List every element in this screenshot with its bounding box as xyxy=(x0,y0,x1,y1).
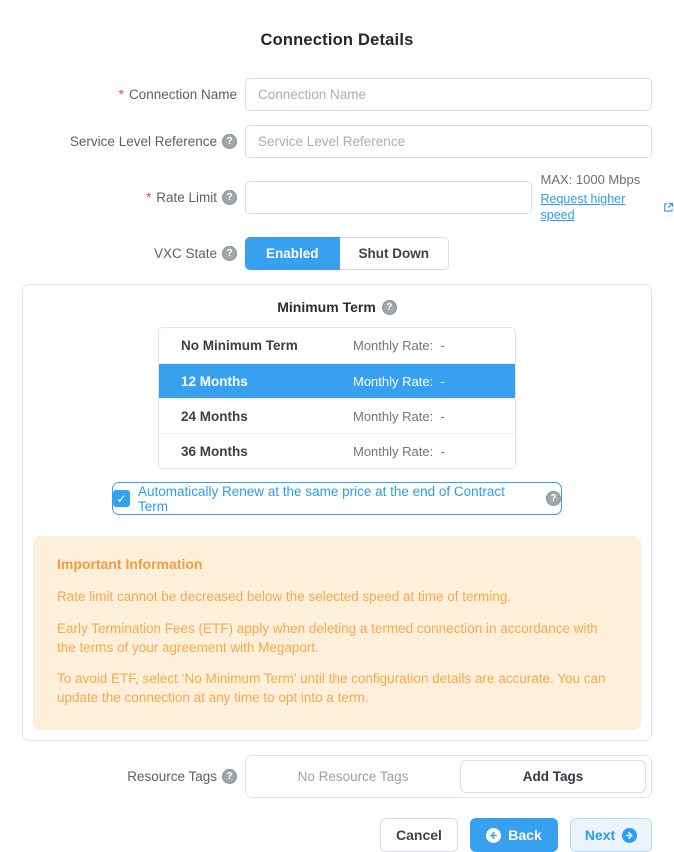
rate-limit-input[interactable] xyxy=(245,181,532,214)
service-level-reference-row xyxy=(0,125,674,158)
vxc-state-row xyxy=(0,237,674,270)
rate-limit-row xyxy=(0,172,674,223)
rate-limit-max-text: MAX: 1000 Mbps xyxy=(541,172,674,189)
term-monthly-rate: Monthly Rate: - xyxy=(353,409,493,424)
request-higher-speed-link[interactable] xyxy=(541,191,674,224)
required-asterisk: * xyxy=(146,190,151,205)
term-monthly-rate: Monthly Rate: - xyxy=(353,338,493,353)
term-name: No Minimum Term xyxy=(181,338,353,353)
important-information-paragraph: Rate limit cannot be decreased below the selected speed at time of terming. xyxy=(57,587,617,606)
cancel-button[interactable]: Cancel xyxy=(380,818,458,852)
term-name: 12 Months xyxy=(181,374,353,389)
page-title: Connection Details xyxy=(0,0,674,50)
vxc-state-toggle xyxy=(245,237,449,270)
resource-tags-label: Resource Tags xyxy=(127,769,217,784)
rate-limit-label-group xyxy=(0,190,245,205)
vxc-state-enabled-button[interactable]: Enabled xyxy=(245,237,340,270)
connection-name-row xyxy=(0,78,674,111)
vxc-state-shutdown-button[interactable]: Shut Down xyxy=(340,237,450,270)
important-information-title: Important Information xyxy=(57,556,617,572)
resource-tags-row xyxy=(0,755,674,798)
rate-limit-label: Rate Limit xyxy=(156,190,217,205)
service-level-reference-input[interactable] xyxy=(245,125,652,158)
minimum-term-title: Minimum Term xyxy=(277,299,376,315)
auto-renew-label: Automatically Renew at the same price at the end of Contract Term xyxy=(138,484,538,514)
minimum-term-table xyxy=(158,327,516,469)
term-row-no-minimum[interactable] xyxy=(159,328,515,363)
minimum-term-panel xyxy=(22,284,652,741)
help-icon[interactable]: ? xyxy=(222,769,237,784)
resource-tags-label-group xyxy=(0,769,245,784)
resource-tags-box xyxy=(245,755,652,798)
help-icon[interactable]: ? xyxy=(222,190,237,205)
help-icon[interactable]: ? xyxy=(222,134,237,149)
important-information-box xyxy=(33,536,641,730)
add-tags-button[interactable]: Add Tags xyxy=(460,760,646,793)
arrow-left-circle-icon xyxy=(486,828,501,843)
term-name: 24 Months xyxy=(181,409,353,424)
back-button[interactable] xyxy=(470,818,558,852)
connection-name-label: Connection Name xyxy=(129,87,237,102)
term-row-24-months[interactable] xyxy=(159,398,515,433)
footer-actions xyxy=(22,818,652,852)
rate-limit-side-info xyxy=(541,172,674,223)
auto-renew-option xyxy=(112,482,562,515)
term-monthly-rate: Monthly Rate: - xyxy=(353,444,493,459)
external-link-icon xyxy=(663,202,674,213)
service-level-reference-label-group xyxy=(0,134,245,149)
auto-renew-checkbox[interactable]: ✓ xyxy=(113,490,130,507)
help-icon[interactable]: ? xyxy=(546,491,561,506)
next-button-label: Next xyxy=(585,827,615,843)
help-icon[interactable]: ? xyxy=(382,300,397,315)
term-monthly-rate: Monthly Rate: - xyxy=(353,374,493,389)
help-icon[interactable]: ? xyxy=(222,246,237,261)
back-button-label: Back xyxy=(508,827,541,843)
important-information-paragraph: Early Termination Fees (ETF) apply when deleting a termed connection in accordance with the terms of your agreement with Megaport. xyxy=(57,619,617,657)
term-name: 36 Months xyxy=(181,444,353,459)
arrow-right-circle-icon xyxy=(622,828,637,843)
service-level-reference-label: Service Level Reference xyxy=(70,134,217,149)
request-higher-speed-link-text: Request higher speed xyxy=(541,191,661,224)
important-information-paragraph: To avoid ETF, select ‘No Minimum Term’ until the configuration details are accurate. You can update the connection at any time to opt into a term. xyxy=(57,669,617,707)
term-row-12-months[interactable] xyxy=(159,363,515,398)
vxc-state-label: VXC State xyxy=(154,246,217,261)
term-row-36-months[interactable] xyxy=(159,433,515,468)
minimum-term-header xyxy=(23,299,651,315)
next-button[interactable] xyxy=(570,818,652,852)
vxc-state-label-group xyxy=(0,246,245,261)
connection-name-label-group xyxy=(0,87,245,102)
resource-tags-empty-text: No Resource Tags xyxy=(246,769,460,784)
required-asterisk: * xyxy=(119,87,124,102)
connection-name-input[interactable] xyxy=(245,78,652,111)
